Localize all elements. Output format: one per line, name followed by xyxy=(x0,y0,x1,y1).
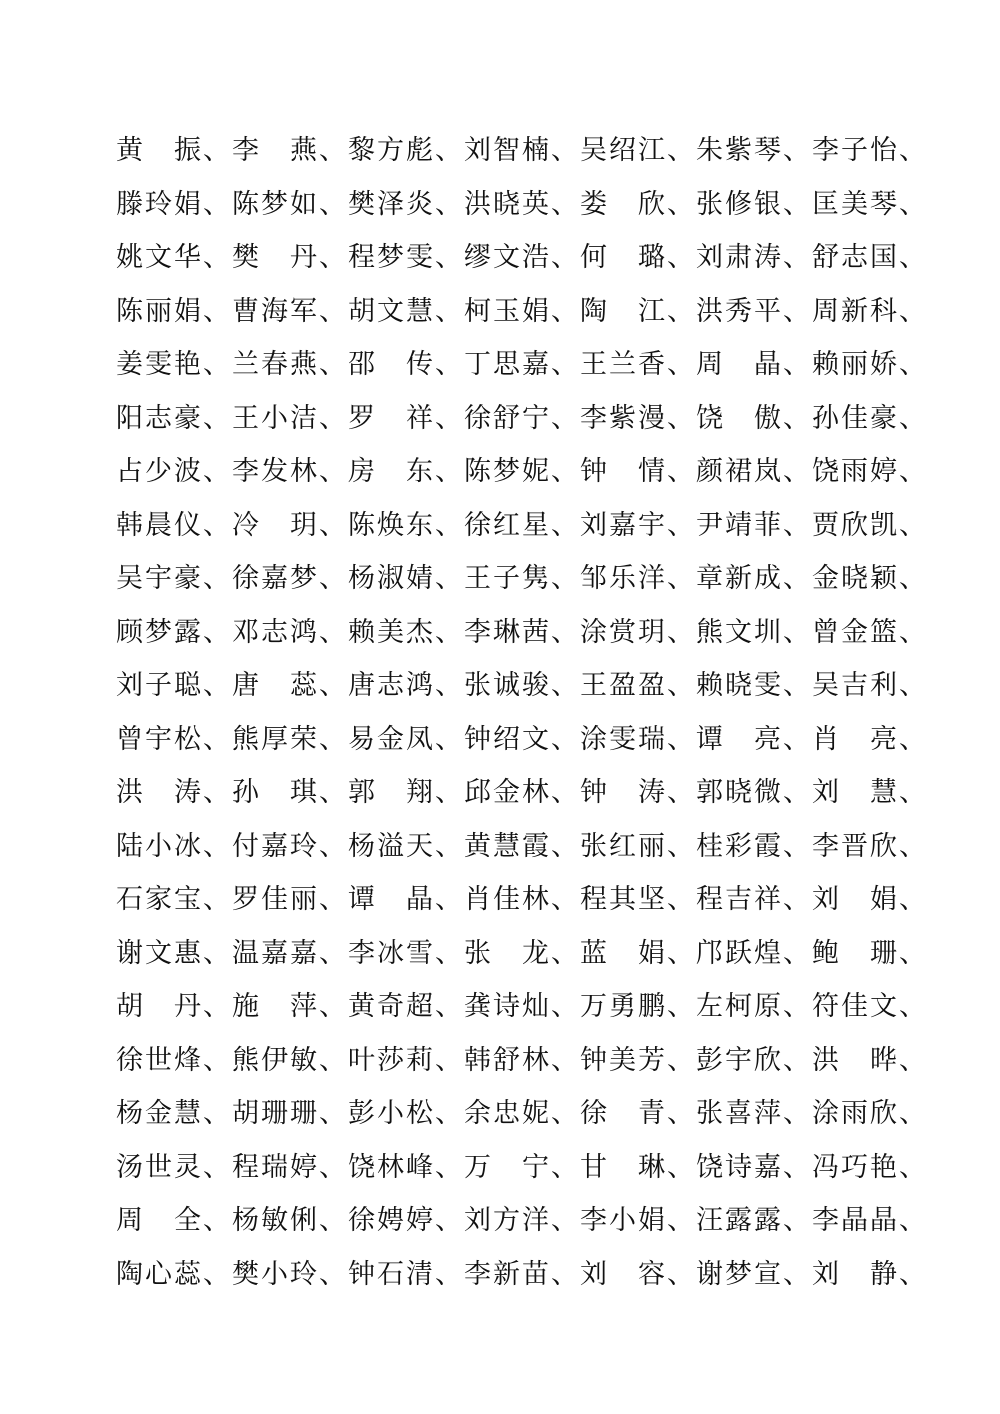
name-row: 石家宝、罗佳丽、谭 晶、肖佳林、程其坚、程吉祥、刘 娟、 xyxy=(116,884,928,915)
name-row: 曾宇松、熊厚荣、易金凤、钟绍文、涂雯瑞、谭 亮、肖 亮、 xyxy=(116,723,928,755)
name-row: 姚文华、樊 丹、程梦雯、缪文浩、何 璐、刘肃涛、舒志国、 xyxy=(116,242,928,273)
name-row: 汤世灵、程瑞婷、饶林峰、万 宁、甘 琳、饶诗嘉、冯巧艳、 xyxy=(116,1151,928,1183)
name-row: 吴宇豪、徐嘉梦、杨淑婧、王子隽、邹乐洋、章新成、金晓颖、 xyxy=(116,563,928,594)
name-row: 杨金慧、胡珊珊、彭小松、余忠妮、徐 青、张喜萍、涂雨欣、 xyxy=(116,1098,928,1129)
name-row: 滕玲娟、陈梦如、樊泽炎、洪晓英、娄 欣、张修银、匡美琴、 xyxy=(116,188,928,220)
name-list xyxy=(116,124,928,1301)
name-row: 顾梦露、邓志鸿、赖美杰、李琳茜、涂赏玥、熊文圳、曾金篮、 xyxy=(116,616,928,648)
name-row: 陆小冰、付嘉玲、杨溢天、黄慧霞、张红丽、桂彩霞、李晋欣、 xyxy=(116,830,928,862)
name-row: 姜雯艳、兰春燕、邵 传、丁思嘉、王兰香、周 晶、赖丽娇、 xyxy=(116,349,928,380)
name-row: 阳志豪、王小洁、罗 祥、徐舒宁、李紫漫、饶 傲、孙佳豪、 xyxy=(116,402,928,434)
name-row: 占少波、李发林、房 东、陈梦妮、钟 情、颜裙岚、饶雨婷、 xyxy=(116,456,928,487)
name-row: 刘子聪、唐 蕊、唐志鸿、张诚骏、王盈盈、赖晓雯、吴吉利、 xyxy=(116,670,928,701)
name-row: 胡 丹、施 萍、黄奇超、龚诗灿、万勇鹏、左柯原、符佳文、 xyxy=(116,991,928,1022)
name-row: 韩晨仪、冷 玥、陈焕东、徐红星、刘嘉宇、尹靖菲、贾欣凯、 xyxy=(116,509,928,541)
name-row: 陶心蕊、樊小玲、钟石清、李新苗、刘 容、谢梦宣、刘 静、 xyxy=(116,1258,928,1290)
name-row: 黄 振、李 燕、黎方彪、刘智楠、吴绍江、朱紫琴、李子怡、 xyxy=(116,135,928,166)
name-row: 周 全、杨敏俐、徐娉婷、刘方洋、李小娟、汪露露、李晶晶、 xyxy=(116,1205,928,1236)
name-row: 谢文惠、温嘉嘉、李冰雪、张 龙、蓝 娟、邝跃煌、鲍 珊、 xyxy=(116,937,928,969)
name-row: 陈丽娟、曹海军、胡文慧、柯玉娟、陶 江、洪秀平、周新科、 xyxy=(116,295,928,327)
name-row: 洪 涛、孙 琪、郭 翔、邱金林、钟 涛、郭晓微、刘 慧、 xyxy=(116,777,928,808)
name-row: 徐世烽、熊伊敏、叶莎莉、韩舒林、钟美芳、彭宇欣、洪 晔、 xyxy=(116,1044,928,1076)
